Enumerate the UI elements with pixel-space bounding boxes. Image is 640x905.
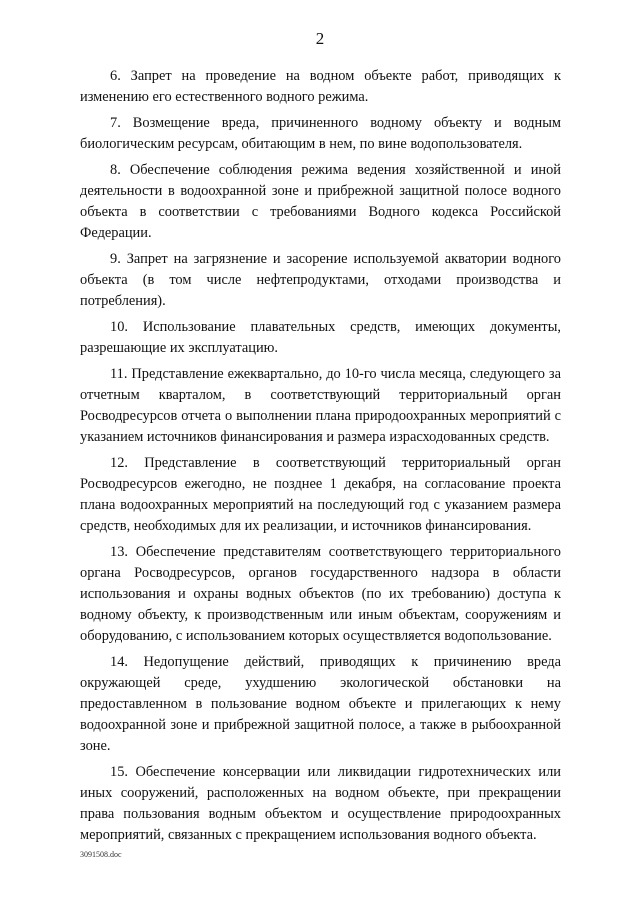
page-number: 2 <box>315 29 325 48</box>
paragraph-item-12: 12. Представление в соответствующий территориальный орган Росводресурсов ежегодно, не позднее 1 декабря, на согласование проекта плана водоохранных мероприятий на последующий год с указанием размера средств, необходимых для их реализации, и источников финансирования. <box>80 455 561 534</box>
paragraph-item-6: 6. Запрет на проведение на водном объекте работ, приводящих к изменению его естественного водного режима. <box>80 68 561 105</box>
paragraph-item-9: 9. Запрет на загрязнение и засорение используемой акватории водного объекта (в том числе нефтепродуктами, отходами производства и потребления). <box>80 251 561 309</box>
paragraph-item-7: 7. Возмещение вреда, причиненного водному объекту и водным биологическим ресурсам, обитающим в нем, по вине водопользователя. <box>80 115 561 152</box>
document-body <box>80 66 561 851</box>
paragraph-item-15: 15. Обеспечение консервации или ликвидации гидротехнических или иных сооружений, расположенных на водном объекте, при прекращении права пользования водным объектом и осуществление природоохранных мероприятий, связанных с прекращением использования водного объекта. <box>80 764 561 843</box>
paragraph-item-13: 13. Обеспечение представителям соответствующего территориального органа Росводресурсов, органов государственного надзора в области использования и охраны водных объектов (по их требованию) доступа к водному объекту, к производственным или иным объектам, сооружениям и оборудованию, с использованием которых осуществляется водопользование. <box>80 544 561 644</box>
paragraph-item-14: 14. Недопущение действий, приводящих к причинению вреда окружающей среде, ухудшению экологической обстановки на предоставленном в пользование водном объекте и прилегающих к нему водоохранной зоне и прибрежной защитной полосе, а также в рыбоохранной зоне. <box>80 654 561 754</box>
paragraph-item-8: 8. Обеспечение соблюдения режима ведения хозяйственной и иной деятельности в водоохранной зоне и прибрежной защитной полосе водного объекта в соответствии с требованиями Водного кодекса Российской Федерации. <box>80 162 561 241</box>
footer-filename: 3091508.doc <box>80 850 122 859</box>
paragraph-item-11: 11. Представление ежеквартально, до 10-го числа месяца, следующего за отчетным кварталом, в соответствующий территориальный орган Росводресурсов отчета о выполнении плана природоохранных мероприятий с указанием источников финансирования и размера израсходованных средств. <box>80 366 561 445</box>
paragraph-item-10: 10. Использование плавательных средств, имеющих документы, разрешающие их эксплуатацию. <box>80 319 561 356</box>
